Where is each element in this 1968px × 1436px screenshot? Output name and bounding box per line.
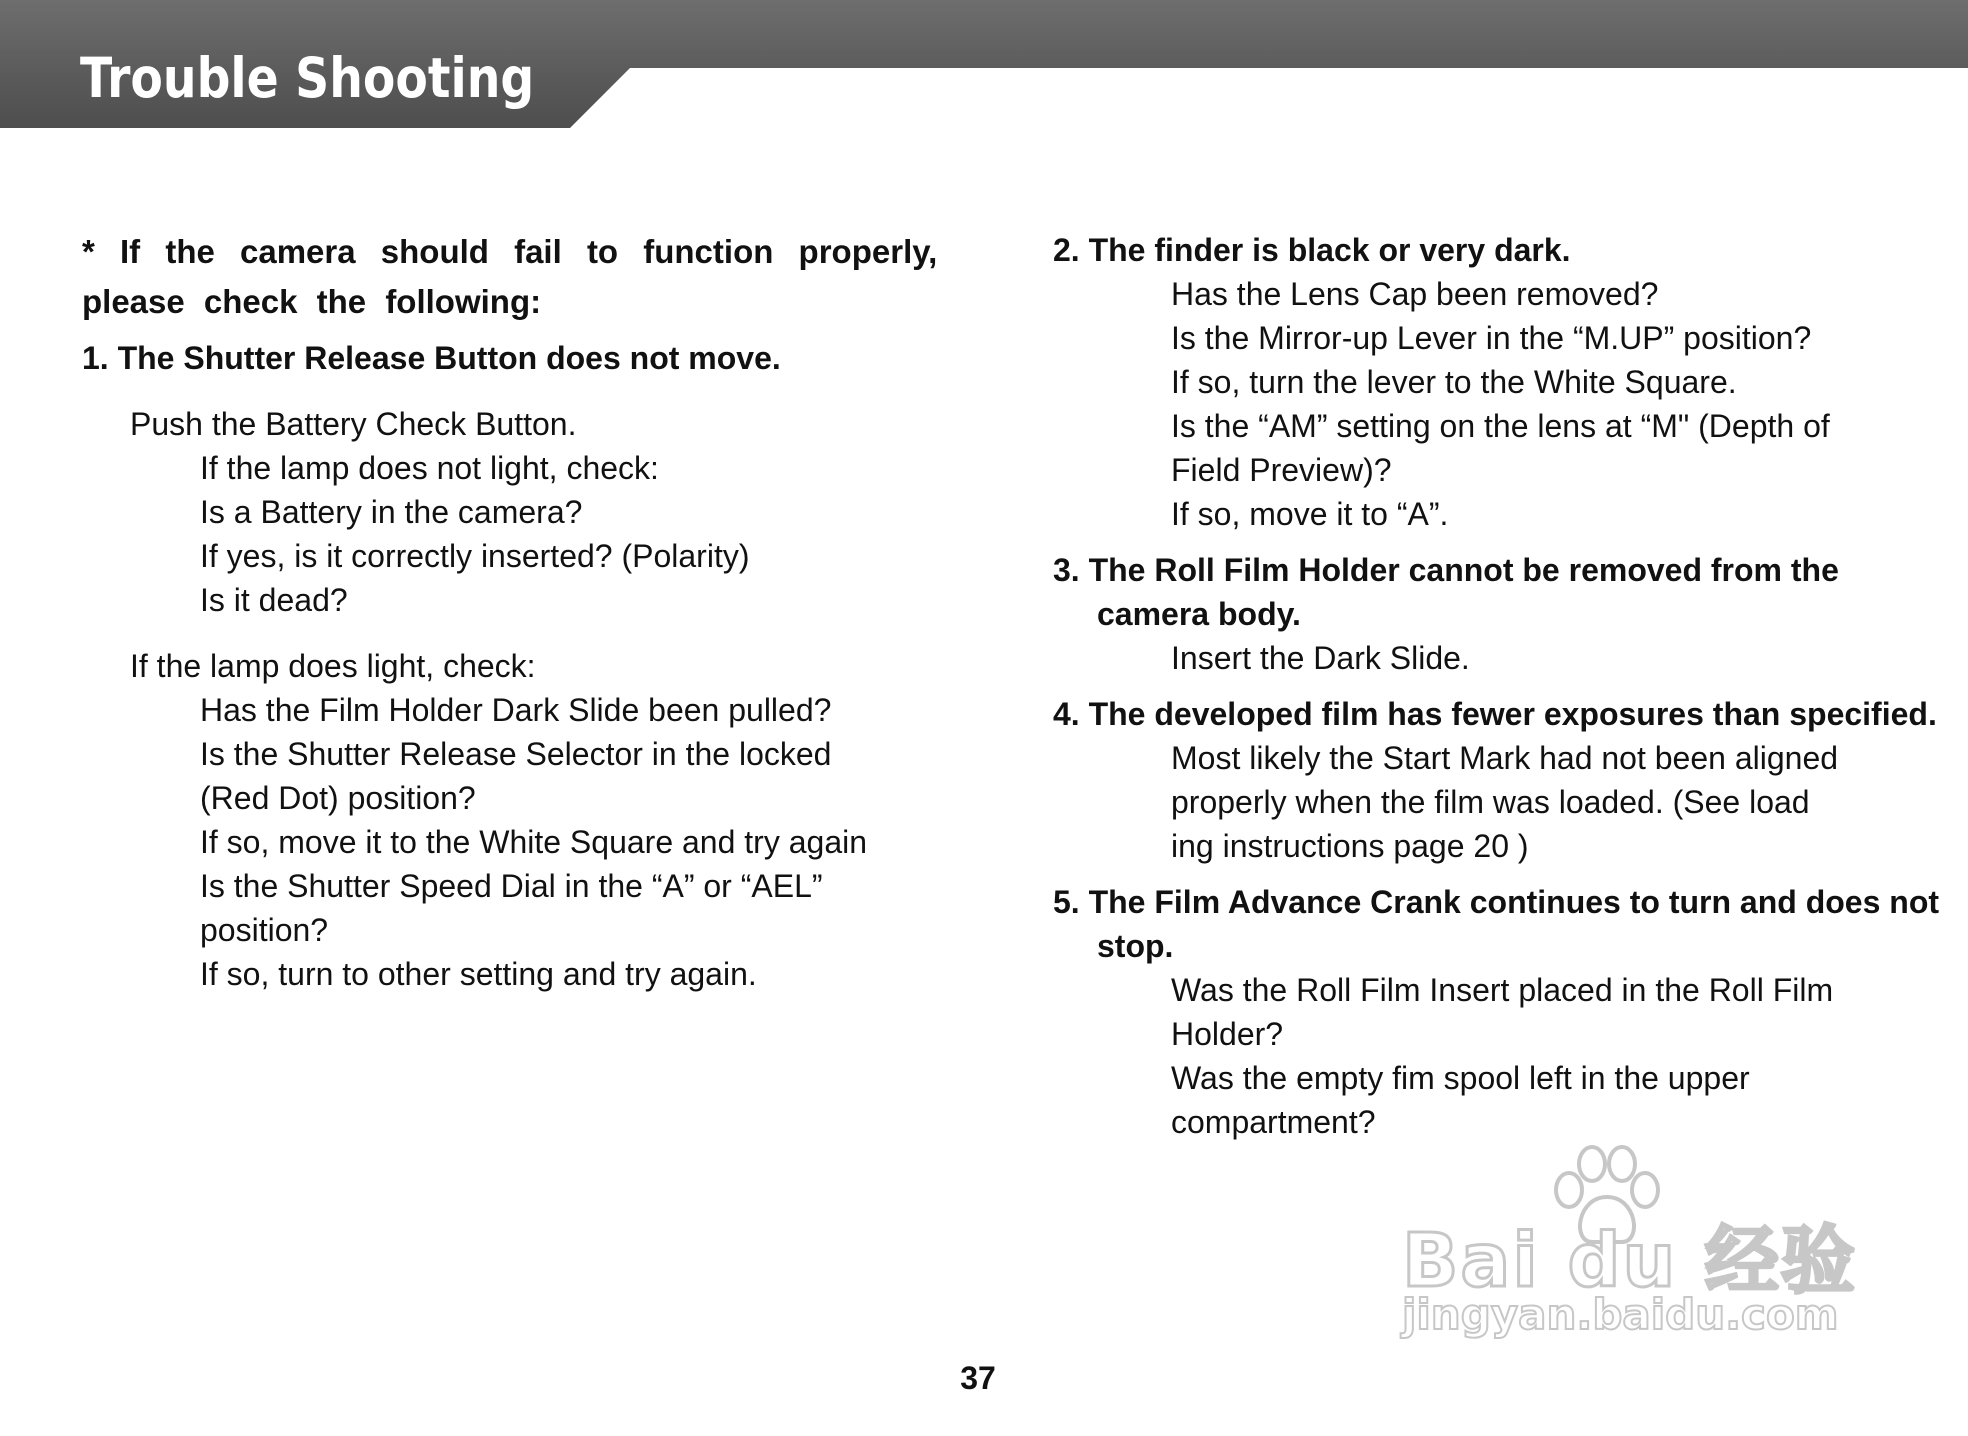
section-1-line: If so, turn to other setting and try again. [200,956,757,992]
right-column [1053,228,1945,1144]
page-number: 37 [960,1360,996,1396]
section-2-line: If so, move it to “A”. [1171,496,1449,532]
section-1-line: Is the Shutter Release Selector in the locked [200,736,832,772]
section-1-line: If so, move it to the White Square and try again [200,824,868,860]
section-1-line: Is the Shutter Speed Dial in the “A” or “AEL” [200,868,823,904]
intro-line-1: * If the camera should fail to function properly, [82,233,938,270]
section-1-line: If yes, is it correctly inserted? (Polarity) [200,538,750,574]
section-5-line: Was the Roll Film Insert placed in the Roll Film [1171,972,1834,1008]
section-2-heading: 2. The finder is black or very dark. [1053,232,1571,268]
section-1-line: If the lamp does not light, check: [200,450,659,486]
section-1-line: (Red Dot) position? [200,780,476,816]
page-title: Trouble Shooting [80,46,535,110]
section-4-line: ing instructions page 20 ) [1171,828,1529,864]
watermark-site: jingyan.baidu.com [1402,1290,1839,1339]
intro-line-2: please check the following: [82,283,542,320]
section-5-line: compartment? [1171,1104,1376,1140]
watermark-brand: Bai du 经验 [1402,1218,1857,1304]
section-3-heading: 3. The Roll Film Holder cannot be removed from the camera body. [1053,552,1839,632]
section-5-line: Holder? [1171,1016,1284,1052]
section-1-line: position? [200,912,329,948]
section-1-line: Push the Battery Check Button. [130,406,577,442]
section-1-heading: 1. The Shutter Release Button does not move. [82,340,781,376]
section-1-line: Is it dead? [200,582,348,618]
section-4-line: Most likely the Start Mark had not been aligned [1171,740,1839,776]
section-2-line: Has the Lens Cap been removed? [1171,276,1659,312]
section-2-line: If so, turn the lever to the White Square. [1171,364,1737,400]
section-5-heading: 5. The Film Advance Crank continues to turn and does not stop. [1053,884,1940,964]
baidu-watermark [1402,1142,1862,1352]
header-diagonal-cut [570,68,1968,128]
section-2-line: Is the “AM” setting on the lens at “M" (Depth of [1171,408,1830,444]
section-2-line: Field Preview)? [1171,452,1392,488]
section-4-line: properly when the film was loaded. (See load [1171,784,1810,820]
section-3-line: Insert the Dark Slide. [1171,640,1470,676]
spacer [82,380,984,402]
section-5-line: Was the empty fim spool left in the upper [1171,1060,1750,1096]
section-1-line: Is a Battery in the camera? [200,494,583,530]
section-1-line: If the lamp does light, check: [130,648,536,684]
spacer [82,622,984,644]
section-1-line: Has the Film Holder Dark Slide been pulled? [200,692,832,728]
section-4-heading: 4. The developed film has fewer exposures than specified. [1053,696,1937,732]
section-2-line: Is the Mirror-up Lever in the “M.UP” position? [1171,320,1812,356]
left-column [82,230,984,996]
